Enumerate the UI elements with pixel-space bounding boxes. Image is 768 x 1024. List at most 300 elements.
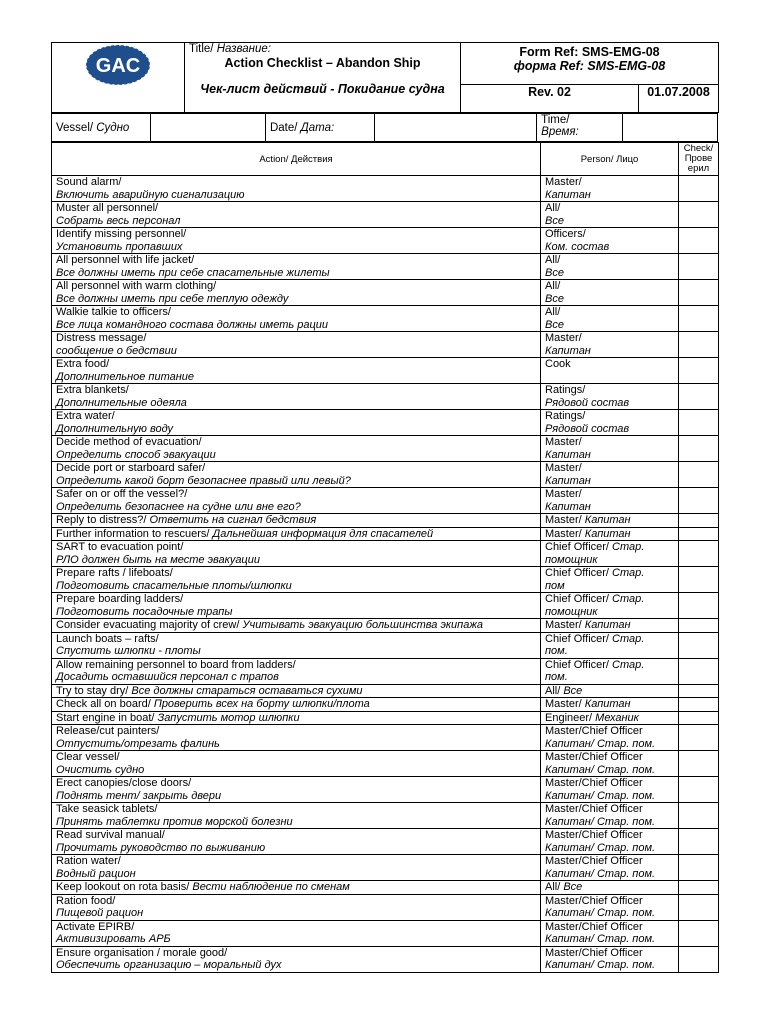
person-en: Master/Chief Officer: [545, 829, 643, 841]
person-en: Master/Chief Officer: [545, 803, 643, 815]
person-ru: Ком. состав: [545, 240, 610, 253]
action-cell: [52, 254, 541, 280]
person-en: Master/: [545, 176, 582, 188]
action-cell: [52, 946, 541, 972]
person-ru: Капитан: [584, 698, 631, 710]
person-en: Master/Chief Officer: [545, 777, 643, 789]
person-cell: [541, 436, 679, 462]
action-ru: РЛО должен быть на месте эвакуации: [56, 553, 260, 566]
action-ru: Определить безопаснее на судне или вне его?: [56, 500, 301, 513]
check-cell[interactable]: [679, 803, 719, 829]
person-cell: [541, 777, 679, 803]
action-en: Prepare boarding ladders/: [56, 593, 184, 605]
person-en: Master/: [545, 436, 582, 448]
check-cell[interactable]: [679, 202, 719, 228]
action-ru: Дальнейшая информация для спасателей: [212, 527, 434, 540]
action-en: Muster all personnel/: [56, 202, 159, 214]
action-en: Consider evacuating majority of crew/: [56, 619, 243, 631]
person-ru: Капитан/ Стар. пом.: [545, 789, 656, 802]
person-ru: Капитан/ Стар. пом.: [545, 907, 656, 919]
action-cell: [52, 332, 541, 358]
action-cell: [52, 410, 541, 436]
check-cell[interactable]: [679, 436, 719, 462]
table-row: [52, 632, 719, 658]
action-en: Read survival manual/: [56, 829, 165, 841]
check-cell[interactable]: [679, 567, 719, 593]
action-cell: [52, 176, 541, 202]
table-row: [52, 254, 719, 280]
vessel-label: Vessel/ Судно: [52, 114, 151, 142]
person-en: All/: [545, 684, 564, 697]
meta-table: [51, 113, 718, 142]
checklist-rows: [52, 176, 719, 973]
person-en: Chief Officer/: [545, 541, 613, 553]
person-ru: Капитан/ Стар. пом.: [545, 933, 656, 945]
table-row: [52, 384, 719, 410]
check-cell[interactable]: [679, 280, 719, 306]
action-cell: [52, 684, 541, 698]
action-cell: [52, 384, 541, 410]
person-ru: Капитан: [584, 514, 631, 526]
action-cell: [52, 632, 541, 658]
action-en: Launch boats – rafts/: [56, 632, 159, 645]
action-en: Check all on board/: [56, 698, 154, 710]
check-cell[interactable]: [679, 488, 719, 514]
action-en: Sound alarm/: [56, 176, 122, 188]
person-cell: [541, 332, 679, 358]
table-row: [52, 514, 719, 528]
check-cell[interactable]: [679, 920, 719, 946]
date-field[interactable]: [375, 114, 537, 142]
time-label: Time/ Время:: [537, 114, 622, 142]
table-row: [52, 946, 719, 972]
action-en: Release/cut painters/: [56, 725, 160, 737]
person-cell: [541, 593, 679, 619]
check-cell[interactable]: [679, 881, 719, 895]
action-cell: [52, 725, 541, 751]
checklist-page: [51, 42, 718, 973]
action-cell: [52, 527, 541, 541]
table-row: [52, 711, 719, 725]
action-ru: Ответить на сигнал бедствия: [149, 514, 317, 526]
person-cell: [541, 541, 679, 567]
action-cell: [52, 593, 541, 619]
person-cell: [541, 202, 679, 228]
action-cell: [52, 658, 541, 684]
vessel-field[interactable]: [151, 114, 266, 142]
person-ru: Механик: [595, 711, 639, 724]
check-cell[interactable]: [679, 332, 719, 358]
action-ru: Поднять тент/ закрыть двери: [56, 789, 222, 802]
revision: Rev. 02: [461, 85, 639, 113]
person-en: Master/: [545, 514, 585, 526]
person-cell: [541, 658, 679, 684]
action-cell: [52, 619, 541, 633]
person-ru: Капитан: [584, 619, 631, 631]
check-cell[interactable]: [679, 541, 719, 567]
table-row: [52, 593, 719, 619]
person-en: All/: [545, 280, 561, 292]
action-cell: [52, 358, 541, 384]
person-ru: Капитан: [545, 448, 591, 461]
person-cell: [541, 462, 679, 488]
action-en: Safer on or off the vessel?/: [56, 488, 188, 500]
action-ru: Активизировать АРБ: [56, 933, 171, 945]
person-en: All/: [545, 254, 561, 266]
table-row: [52, 619, 719, 633]
action-en: Allow remaining personnel to board from ladders/: [56, 658, 296, 671]
person-ru: Рядовой состав: [545, 396, 630, 409]
table-row: [52, 410, 719, 436]
person-ru: пом.: [545, 671, 568, 683]
check-cell[interactable]: [679, 410, 719, 436]
action-ru: Пищевой рацион: [56, 907, 144, 919]
action-ru: Спустить шлюпки - плоты: [56, 645, 201, 657]
action-en: SART to evacuation point/: [56, 541, 184, 553]
person-en: Master/: [545, 619, 585, 631]
action-en: Identify missing personnel/: [56, 228, 187, 240]
person-en: Master/: [545, 698, 585, 710]
action-cell: [52, 894, 541, 920]
person-cell: [541, 684, 679, 698]
person-cell: [541, 280, 679, 306]
action-ru: Водный рацион: [56, 867, 136, 880]
action-cell: [52, 514, 541, 528]
table-row: [52, 684, 719, 698]
person-ru: Все: [545, 266, 564, 279]
check-cell[interactable]: [679, 725, 719, 751]
person-ru-inline: Стар.: [612, 567, 645, 579]
table-row: [52, 280, 719, 306]
person-ru: Капитан/ Стар. пом.: [545, 841, 656, 854]
action-en: Try to stay dry/: [56, 684, 132, 697]
person-cell: [541, 725, 679, 751]
person-en: Master/Chief Officer: [545, 946, 643, 959]
action-en: Walkie talkie to officers/: [56, 306, 171, 318]
action-en: Ration food/: [56, 894, 116, 907]
table-row: [52, 855, 719, 881]
action-ru: Прочитать руководство по выживанию: [56, 841, 266, 854]
table-row: [52, 202, 719, 228]
person-ru: Капитан/ Стар. пом.: [545, 867, 656, 880]
check-cell[interactable]: [679, 751, 719, 777]
checklist-table: [51, 142, 719, 973]
person-ru: Капитан/ Стар. пом.: [545, 815, 656, 828]
action-cell: [52, 436, 541, 462]
person-ru: помощник: [545, 605, 598, 618]
action-cell: [52, 777, 541, 803]
check-cell[interactable]: [679, 946, 719, 972]
table-row: [52, 725, 719, 751]
person-en: Chief Officer/: [545, 593, 613, 605]
action-cell: [52, 567, 541, 593]
person-en: All/: [545, 202, 561, 214]
action-en: Extra water/: [56, 410, 115, 422]
action-ru: Определить какой борт безопаснее правый или левый?: [56, 474, 351, 487]
header-table: [51, 42, 719, 113]
person-ru: Капитан: [545, 500, 591, 513]
person-cell: [541, 920, 679, 946]
person-en: Master/Chief Officer: [545, 894, 643, 907]
person-ru-inline: Стар.: [612, 593, 645, 605]
form-ref: Form Ref: SMS-EMG-08 форма Ref: SMS-EMG-08: [461, 43, 719, 85]
check-cell[interactable]: [679, 358, 719, 384]
check-cell[interactable]: [679, 711, 719, 725]
logo-text: GAC: [95, 55, 141, 77]
person-en: Cook: [545, 358, 571, 370]
action-ru: Собрать весь персонал: [56, 214, 181, 227]
table-row: [52, 777, 719, 803]
person-ru-inline: Стар.: [612, 658, 645, 671]
table-row: [52, 332, 719, 358]
person-cell: [541, 514, 679, 528]
table-row: [52, 176, 719, 202]
check-cell[interactable]: [679, 619, 719, 633]
title-en: Action Checklist – Abandon Ship: [224, 56, 421, 70]
check-cell[interactable]: [679, 527, 719, 541]
logo-cell: [52, 43, 185, 113]
person-en: All/: [545, 881, 564, 893]
column-header-action: Action/ Действия: [52, 143, 541, 176]
person-ru: Все: [545, 318, 564, 331]
title-cell: [185, 43, 461, 113]
action-ru: Дополнительные одеяла: [56, 396, 187, 409]
person-en: Master/Chief Officer: [545, 855, 643, 867]
check-cell[interactable]: [679, 254, 719, 280]
person-en: Chief Officer/: [545, 632, 613, 645]
person-ru: Капитан: [545, 344, 591, 357]
action-ru: Досадить оставшийся персонал с трапов: [56, 671, 279, 683]
person-cell: [541, 881, 679, 895]
table-row: [52, 462, 719, 488]
action-en: Start engine in boat/: [56, 711, 158, 724]
table-row: [52, 436, 719, 462]
person-ru: Все: [545, 292, 564, 305]
action-en: Prepare rafts / lifeboats/: [56, 567, 173, 579]
table-row: [52, 698, 719, 712]
action-cell: [52, 881, 541, 895]
action-cell: [52, 698, 541, 712]
person-en: Master/: [545, 332, 582, 344]
action-cell: [52, 920, 541, 946]
check-cell[interactable]: [679, 829, 719, 855]
table-row: [52, 228, 719, 254]
action-en: Distress message/: [56, 332, 147, 344]
person-en: Master/Chief Officer: [545, 920, 643, 933]
person-cell: [541, 711, 679, 725]
person-en: Ratings/: [545, 384, 586, 396]
table-row: [52, 751, 719, 777]
title-label: Title/ Название:: [189, 43, 271, 55]
action-cell: [52, 488, 541, 514]
action-cell: [52, 803, 541, 829]
check-cell[interactable]: [679, 384, 719, 410]
person-cell: [541, 488, 679, 514]
action-cell: [52, 829, 541, 855]
person-en: All/: [545, 306, 561, 318]
person-en: Ratings/: [545, 410, 586, 422]
title-ru: Чек-лист действий - Покидание судна: [200, 82, 445, 96]
person-ru: Капитан: [545, 188, 591, 201]
person-ru: Все: [545, 214, 564, 227]
action-ru: Принять таблетки против морской болезни: [56, 815, 293, 828]
check-cell[interactable]: [679, 684, 719, 698]
person-ru-inline: Стар.: [612, 541, 645, 553]
table-row: [52, 894, 719, 920]
action-en: Further information to rescuers/: [56, 527, 213, 540]
table-row: [52, 306, 719, 332]
person-ru-inline: Стар.: [612, 632, 645, 645]
person-en: Master/Chief Officer: [545, 751, 643, 763]
check-cell[interactable]: [679, 593, 719, 619]
action-en: Decide method of evacuation/: [56, 436, 202, 448]
action-en: Activate EPIRB/: [56, 920, 135, 933]
action-ru: Дополнительное питание: [56, 370, 195, 383]
action-en: Erect canopies/close doors/: [56, 777, 192, 789]
action-ru: Дополнительную воду: [56, 422, 174, 435]
action-ru: Подготовить посадочные трапы: [56, 605, 233, 618]
person-ru: пом.: [545, 645, 568, 657]
action-ru: Отпустить/отрезать фалинь: [56, 737, 220, 750]
gac-logo: [83, 43, 153, 87]
person-en: Officers/: [545, 228, 586, 240]
action-en: Keep lookout on rota basis/: [56, 881, 193, 893]
person-cell: [541, 751, 679, 777]
person-ru: Капитан: [584, 527, 631, 540]
check-cell[interactable]: [679, 894, 719, 920]
action-ru: Все должны иметь при себе теплую одежду: [56, 292, 289, 305]
check-cell[interactable]: [679, 855, 719, 881]
action-ru: Все должны иметь при себе спасательные жилеты: [56, 266, 330, 279]
action-ru: Включить аварийную сигнализацию: [56, 188, 245, 201]
action-cell: [52, 228, 541, 254]
person-cell: [541, 358, 679, 384]
action-en: Ensure organisation / morale good/: [56, 946, 228, 959]
action-en: Clear vessel/: [56, 751, 120, 763]
action-cell: [52, 462, 541, 488]
column-header-check: Check/ Прове ерил: [679, 143, 719, 176]
person-cell: [541, 632, 679, 658]
action-ru: Вести наблюдение по сменам: [192, 881, 350, 893]
person-en: Chief Officer/: [545, 658, 613, 671]
action-ru: Очистить судно: [56, 763, 145, 776]
revision-date: 01.07.2008: [639, 85, 719, 113]
person-en: Master/: [545, 462, 582, 474]
action-ru: сообщение о бедствии: [56, 344, 177, 357]
person-en: Master/: [545, 488, 582, 500]
action-en: Extra food/: [56, 358, 110, 370]
check-cell[interactable]: [679, 698, 719, 712]
action-en: Reply to distress?/: [56, 514, 150, 526]
table-row: [52, 658, 719, 684]
action-cell: [52, 751, 541, 777]
date-label: Date/ Дата:: [265, 114, 374, 142]
action-en: Ration water/: [56, 855, 121, 867]
table-row: [52, 488, 719, 514]
action-en: All personnel with warm clothing/: [56, 280, 217, 292]
person-cell: [541, 619, 679, 633]
person-cell: [541, 176, 679, 202]
check-cell[interactable]: [679, 306, 719, 332]
person-cell: [541, 567, 679, 593]
person-ru: Все: [563, 684, 583, 697]
action-en: Extra blankets/: [56, 384, 129, 396]
action-ru: Определить способ эвакуации: [56, 448, 216, 461]
table-row: [52, 829, 719, 855]
person-ru: Все: [563, 881, 583, 893]
check-cell[interactable]: [679, 658, 719, 684]
person-cell: [541, 829, 679, 855]
action-cell: [52, 306, 541, 332]
table-row: [52, 803, 719, 829]
table-row: [52, 527, 719, 541]
person-en: Master/Chief Officer: [545, 725, 643, 737]
table-row: [52, 541, 719, 567]
time-field[interactable]: [622, 114, 717, 142]
person-en: Engineer/: [545, 711, 596, 724]
person-en: Master/: [545, 527, 585, 540]
person-cell: [541, 254, 679, 280]
action-en: Decide port or starboard safer/: [56, 462, 206, 474]
person-ru: пом: [545, 579, 565, 592]
person-cell: [541, 527, 679, 541]
action-en: All personnel with life jacket/: [56, 254, 195, 266]
check-cell[interactable]: [679, 462, 719, 488]
person-en: Chief Officer/: [545, 567, 613, 579]
person-ru: Капитан/ Стар. пом.: [545, 763, 656, 776]
action-cell: [52, 855, 541, 881]
action-cell: [52, 541, 541, 567]
action-ru: Все лица командного состава должны иметь рации: [56, 318, 328, 331]
check-cell[interactable]: [679, 228, 719, 254]
table-row: [52, 358, 719, 384]
person-cell: [541, 306, 679, 332]
person-ru: Капитан/ Стар. пом.: [545, 737, 656, 750]
person-cell: [541, 946, 679, 972]
action-ru: Все должны стараться оставаться сухими: [131, 684, 363, 697]
person-ru: Капитан/ Стар. пом.: [545, 959, 656, 971]
action-ru: Проверить всех на борту шлюпки/плота: [153, 698, 370, 710]
person-cell: [541, 698, 679, 712]
person-cell: [541, 228, 679, 254]
action-ru: Установить пропавших: [56, 240, 183, 253]
check-cell[interactable]: [679, 176, 719, 202]
person-cell: [541, 410, 679, 436]
person-cell: [541, 894, 679, 920]
table-row: [52, 881, 719, 895]
person-cell: [541, 384, 679, 410]
action-cell: [52, 711, 541, 725]
action-ru: Подготовить спасательные плоты/шлюпки: [56, 579, 292, 592]
table-row: [52, 567, 719, 593]
check-cell[interactable]: [679, 514, 719, 528]
person-cell: [541, 855, 679, 881]
person-cell: [541, 803, 679, 829]
action-ru: Учитывать эвакуацию большинства экипажа: [242, 619, 484, 631]
check-cell[interactable]: [679, 632, 719, 658]
person-ru: помощник: [545, 553, 598, 566]
check-cell[interactable]: [679, 777, 719, 803]
person-ru: Рядовой состав: [545, 422, 630, 435]
action-ru: Запустить мотор шлюпки: [157, 711, 300, 724]
action-ru: Обеспечить организацию – моральный дух: [56, 959, 282, 971]
action-cell: [52, 280, 541, 306]
person-ru: Капитан: [545, 474, 591, 487]
action-cell: [52, 202, 541, 228]
column-header-person: Person/ Лицо: [541, 143, 679, 176]
action-en: Take seasick tablets/: [56, 803, 158, 815]
table-row: [52, 920, 719, 946]
